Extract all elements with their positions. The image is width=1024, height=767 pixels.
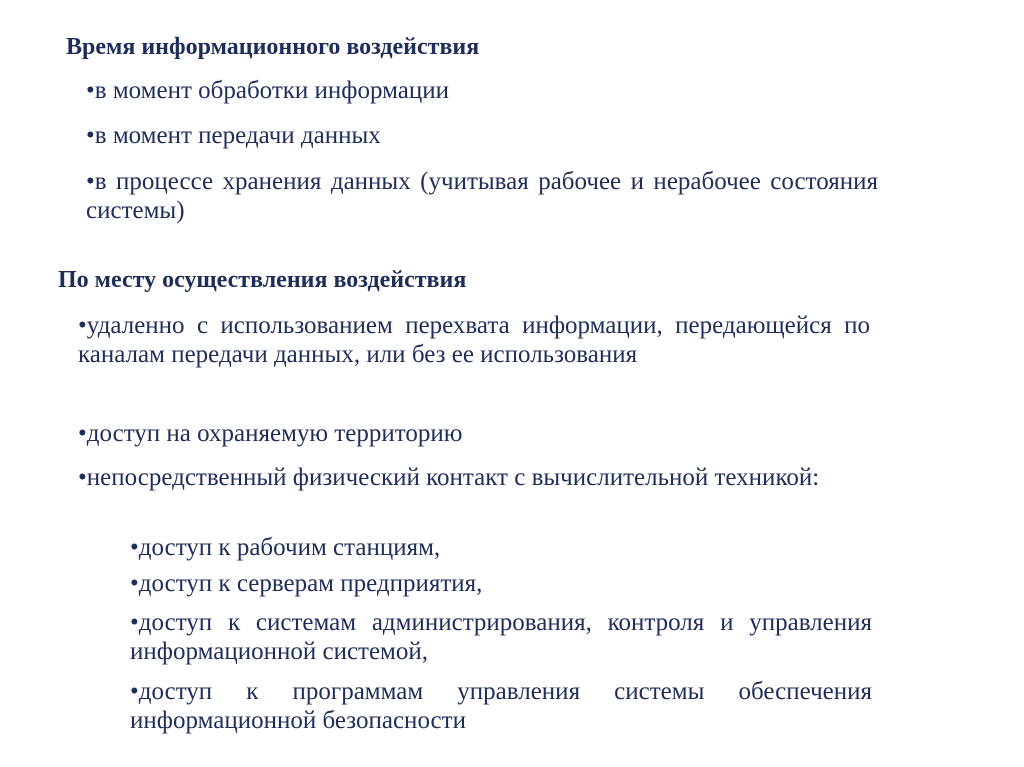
list-item (78, 311, 870, 369)
list-item-text: непосредственный физический контакт с вычислительной техникой: (86, 464, 820, 491)
bullet-icon: • (130, 570, 139, 597)
bullet-icon: • (130, 678, 139, 705)
list-item-text: в процессе хранения данных (учитывая рабочее и нерабочее состояния системы) (86, 168, 878, 224)
section-heading-time: Время информационного воздействия (66, 34, 480, 60)
sub-list-item (130, 569, 872, 598)
sub-list-item-text: доступ к серверам предприятия, (138, 570, 483, 597)
section-heading-place: По месту осуществления воздействия (58, 267, 467, 293)
list-item (78, 419, 870, 448)
sub-list-item (130, 533, 872, 562)
bullet-icon: • (86, 77, 95, 104)
list-item-text: в момент обработки информации (94, 77, 450, 104)
list-item (78, 463, 870, 492)
list-item (86, 167, 878, 225)
sub-list-item-text: доступ к программам управления системы обеспечения информационной безопасности (130, 678, 872, 734)
list-item (86, 121, 876, 150)
sub-list-item-text: доступ к системам администрирования, контроля и управления информационной системой, (130, 609, 872, 665)
bullet-icon: • (78, 420, 87, 447)
sub-list-item-text: доступ к рабочим станциям, (138, 534, 441, 561)
list-item-text: доступ на охраняемую территорию (86, 420, 463, 447)
bullet-icon: • (86, 168, 95, 195)
sub-list-item (130, 677, 872, 735)
bullet-icon: • (78, 312, 87, 339)
bullet-icon: • (130, 534, 139, 561)
list-item-text: в момент передачи данных (94, 122, 381, 149)
bullet-icon: • (78, 464, 87, 491)
bullet-icon: • (86, 122, 95, 149)
list-item (86, 76, 876, 105)
sub-list-item (130, 608, 872, 666)
bullet-icon: • (130, 609, 139, 636)
list-item-text: удаленно с использованием перехвата информации, передающейся по каналам передачи данных, или без ее использования (78, 312, 870, 368)
